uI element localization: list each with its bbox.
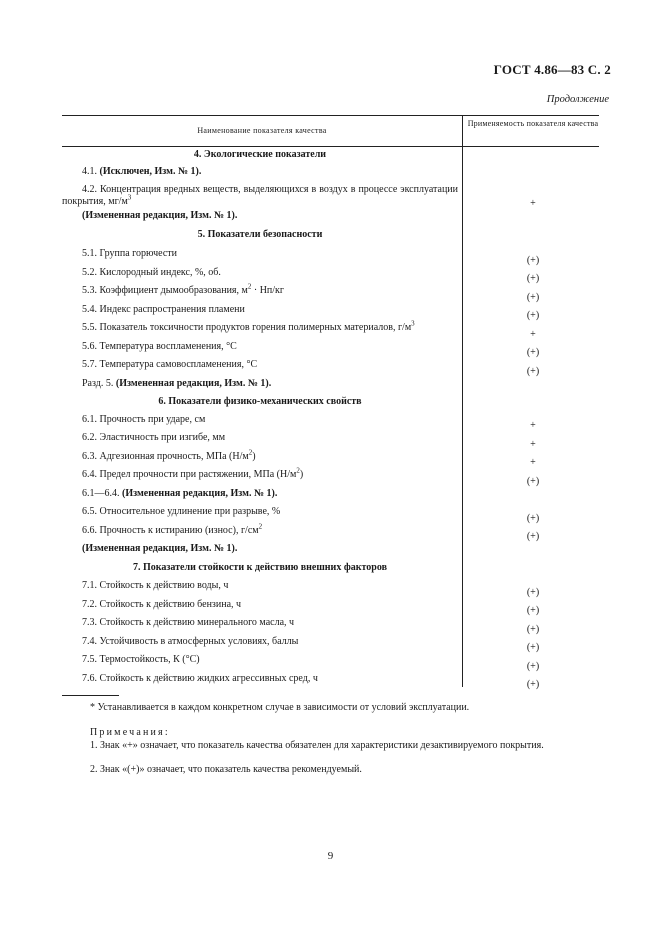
section-heading: 6. Показатели физико-механических свойств [158,395,362,407]
table-row: 6.3. Адгезионная прочность, МПа $(Н/м^2)$ + [82,448,536,468]
continuation-label: Продолжение [546,94,609,105]
footnote-rule [62,695,119,696]
table-row: 6.4. Предел прочности при растяжении, МПа $(Н/м^2)$ (+) [82,466,540,487]
table-row: 6.1. Прочность при ударе, см + [82,413,536,431]
note-1: 1. Знак «+» означает, что показатель качества обязателен для характеристики дезактивируемого покрытия. [90,740,544,751]
col-header-applicability: Применяемость показателя качества [467,119,599,128]
section-heading: 5. Показатели безопасности [197,229,323,240]
table-row: 6.6. Прочность к истиранию (износ), $г/см^2$ (+) [82,522,540,542]
table-row: 6.2. Эластичность при изгибе, мм + [82,432,536,450]
table-row: 5.4. Индекс распространения пламени (+) [82,303,540,321]
section-heading: 7. Показатели стойкости к действию внешних факторов [132,561,387,573]
table-row: 5.6. Температура воспламенения, °С (+) [82,340,540,358]
table-row: 5.3. Коэффициент дымообразования, $м^2 \cdot Нп/кг$ (+) [82,282,540,303]
table-row: 5.7. Температура самовоспламенения, °С (+) [82,359,540,377]
table-row: (Измененная редакция, Изм. № 1). [82,543,238,554]
table-row: (Измененная редакция, Изм. № 1). [82,210,238,221]
table-row: 4.1. (Исключен, Изм. № 1). [82,166,202,177]
page-header: ГОСТ 4.86—83 С. 2 [493,62,611,77]
page-number: 9 [327,850,334,862]
table-row: 5.5. Показатель токсичности продуктов горения полимерных материалов, $г/м^3$ + [82,319,536,340]
table-row: 7.3. Стойкость к действию минерального масла, ч (+) [82,617,540,635]
section-heading: 4. Экологические показатели [193,149,327,160]
table-row: 5.1. Группа горючести (+) [82,248,540,266]
note-2: 2. Знак «(+)» означает, что показатель качества рекомендуемый. [90,764,362,775]
table-row: 5.2. Кислородный индекс, %, об. (+) [82,266,540,284]
table-head [62,115,599,147]
table-row: 6.5. Относительное удлинение при разрыве, % (+) [82,506,540,524]
col-header-name: Наименование показателя качества [197,126,327,135]
table-row: 7.4. Устойчивость в атмосферных условиях, баллы (+) [82,635,540,653]
quality-table [62,115,599,691]
table-row: 7.6. Стойкость к действию жидких агрессивных сред, ч (+) [82,672,540,690]
footnote: * Устанавливается в каждом конкретном случае в зависимости от условий эксплуатации. [90,702,470,713]
table-row: 7.2. Стойкость к действию бензина, ч (+) [82,598,540,616]
table-row: 6.1—6.4. (Измененная редакция, Изм. № 1). [82,487,278,499]
table-row: 4.2. Концентрация вредных веществ, выделяющихся в воздух в процессе эксплуатации покрытия, $мг/м^3$ + [62,184,536,209]
table-row: Разд. 5. (Измененная редакция, Изм. № 1). [82,377,272,389]
table-row: 7.1. Стойкость к действию воды, ч (+) [82,580,540,598]
table-row: 7.5. Термостойкость, К (°С) (+) [82,654,540,672]
notes-title: Примечания: [90,727,170,738]
